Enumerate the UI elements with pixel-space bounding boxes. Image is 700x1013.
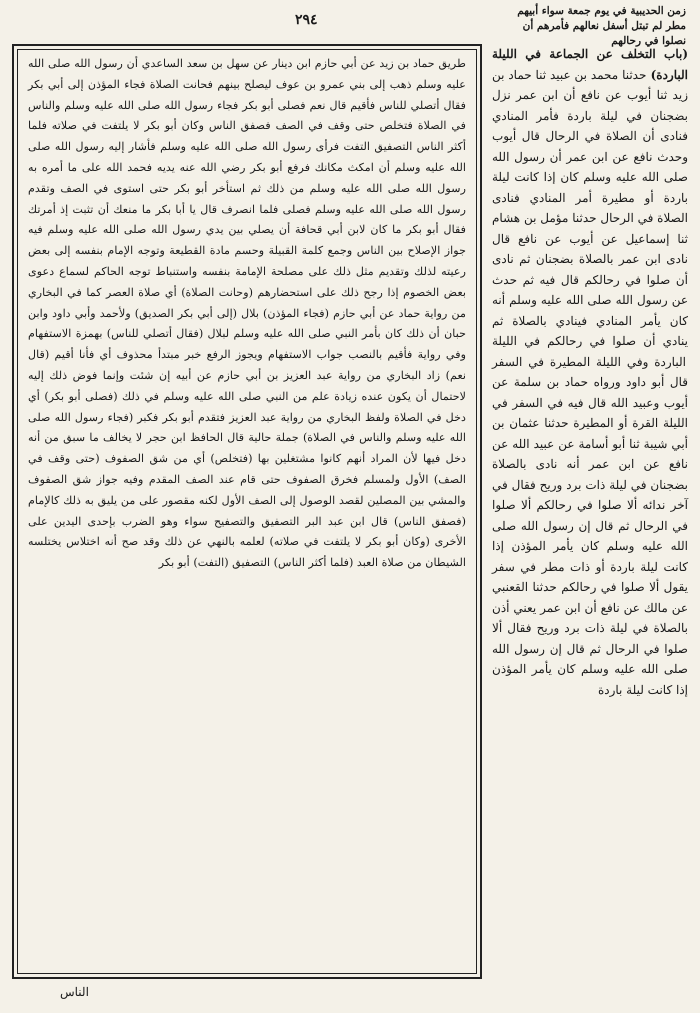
side-paragraph: حدثنا القعنبي عن مالك عن نافع أن ابن عمر يعني أذن بالصلاة في ليلة ذات برد وريح فقال ألا صلوا في الرحال ثم قال إن رسول الله صلى الله عليه وسلم كان يأمر المؤذن إذا كانت ليلة باردة bbox=[492, 580, 688, 697]
catchword: الناس bbox=[60, 985, 89, 999]
chapter-heading: (باب التخلف عن الجماعة في الليلة الباردة) bbox=[492, 47, 688, 82]
side-paragraph: قال أبو داود ورواه حماد بن سلمة عن أيوب وعبيد الله قال فيه في السفر في الليلة القرة أو المطيرة bbox=[492, 375, 688, 430]
page-number: ٢٩٤ bbox=[295, 12, 318, 28]
side-hadith-text bbox=[492, 44, 688, 979]
side-paragraph: حدثنا مؤمل بن هشام ثنا إسماعيل عن أيوب عن نافع قال نادى ابن عمر بالصلاة بضجنان ثم نادى أن صلوا في رحالكم قال فيه ثم حدث عن رسول الله صلى الله عليه وسلم أنه كان يأمر المنادي فينادي بالصلاة ثم ينادي أن صلوا في رحالكم في الليلة الباردة وفي الليلة المطيرة في السفر bbox=[492, 211, 688, 369]
main-paragraph: فتخلص حتى وقف في الصف فصفق الناس وكان أبو بكر لا يلتفت في صلاته فلما أكثر الناس التصفيق التفت فرأى رسول الله صلى الله عليه وسلم فأشار إليه رسول الله صلى الله عليه وسلم أن امكث مكانك فرفع أبو بكر رضي الله عنه يديه فحمد الله على ما أمره به رسول الله صلى الله عليه وسلم من ذلك ثم استأخر أبو بكر حتى استوى في الصف وتقدم رسول الله صلى الله عليه وسلم فصلى فلما انصرف قال يا أبا بكر ما منعك أن تثبت إذ أمرتك فقال أبو بكر ما كان لابن أبي قحافة أن يصلي بين يدي رسول الله صلى الله عليه وسلم bbox=[28, 119, 466, 237]
main-paragraph: فيه جواز الإصلاح بين الناس وجمع كلمة القبيلة وحسم مادة القطيعة وتوجه الإمام بنفسه إلى بعض رعيته لذلك وتقديم مثل ذلك على مصلحة الإمامة بنفسه واستنباط توجه الحاكم لسماع دعوى بعض الخصوم إذا رجح ذلك على استحضارهم (وحانت الصلاة) أي صلاة العصر كما في البخاري من رواية حماد عن أبي حازم (فجاء المؤذن) بلال (إلى أبي بكر الصديق) ولأحمد وأبي داود وابن حبان أن ذلك كان بأمر النبي صلى الله عليه وسلم لبلال bbox=[28, 223, 466, 341]
side-header: زمن الحديبية في يوم جمعة سواء أبيهم مطر لم تبتل أسفل نعالهم فأمرهم أن نصلوا في رحالهم bbox=[517, 5, 686, 47]
main-frame bbox=[12, 44, 482, 979]
main-inner-border bbox=[17, 49, 477, 974]
side-paragraph: حدثنا عثمان بن أبي شيبة ثنا أبو أسامة عن عبيد الله عن نافع عن ابن عمر أنه نادى بالصلاة بضجنان في ليلة ذات برد وريح فقال في آخر ندائه ألا صلوا في رحالكم ألا صلوا في الرحال ثم قال إن رسول الله صلى الله عليه وسلم كان يأمر المؤذن إذا كانت ليلة باردة أو ذات مطر في سفر يقول ألا صلوا في رحالكم bbox=[492, 416, 688, 594]
main-paragraph: (فصفق الناس) قال ابن عبد البر التصفيق والتصفيح سواء وهو الضرب بإحدى اليدين على الأخرى (وكان أبو بكر لا يلتفت في صلاته) لعلمه بالنهي عن ذلك وقد صح أنه اختلاس يختلسه الشيطان من صلاة العبد (فلما أكثر الناس) التصفيق (التفت) أبو بكر bbox=[28, 514, 466, 570]
main-paragraph: (فجاء رسول الله صلى الله عليه وسلم والناس في الصلاة) جملة حالية قال الحافظ ابن حجر لا يخالف ما سبق من أنه دخل فيها لأن المراد أنهم كانوا مشتغلين بها (فتخلص) أي من شق الصفوف (حتى وقف في الصف) الأول ولمسلم فخرق الصفوف حتى قام عند الصف المقدم وفيه جواز شق الصفوف والمشي بين المصلين لقصد الوصول إلى الصف الأول لكنه مقصور على من يليق به ذلك كالإمام bbox=[28, 410, 466, 507]
main-paragraph: (فقال أتصلي للناس) بهمزة الاستفهام وفي رواية فأقيم بالنصب جواب الاستفهام ويجوز الرفع خبر مبتدأ محذوف أي فأنا أقيم (قال نعم) زاد البخاري من رواية عبد العزيز بن أبي حازم عن أبيه إن شئت وإنما فوض ذلك إليه لاحتمال أن يكون عنده زيادة علم من النبي صلى الله عليه وسلم في ذلك (فصلى أبو بكر) أي دخل في الصلاة ولفظ البخاري من رواية عبد العزيز فتقدم أبو بكر فكبر bbox=[28, 327, 467, 424]
main-paragraph: طريق حماد بن زيد عن أبي حازم ابن دينار عن سهل بن سعد الساعدي أن رسول الله صلى الله عليه وسلم ذهب إلى بني عمرو بن عوف ليصلح بينهم فحانت الصلاة فجاء المؤذن إلى أبي بكر فقال أتصلي للناس فأقيم قال نعم فصلى أبو بكر فجاء رسول الله صلى الله عليه وسلم والناس في الصلاة bbox=[28, 57, 467, 133]
side-paragraph: حدثنا محمد بن عبيد ثنا حماد بن زيد ثنا أيوب عن نافع أن ابن عمر نزل بضجنان في ليلة باردة فأمر المنادي فنادى أن الصلاة في الرحال قال أيوب وحدث نافع عن ابن عمر أن رسول الله صلى الله عليه وسلم كان إذا كانت ليلة باردة أو مطيرة أمر المنادي فنادى الصلاة في الرحال bbox=[492, 67, 688, 225]
